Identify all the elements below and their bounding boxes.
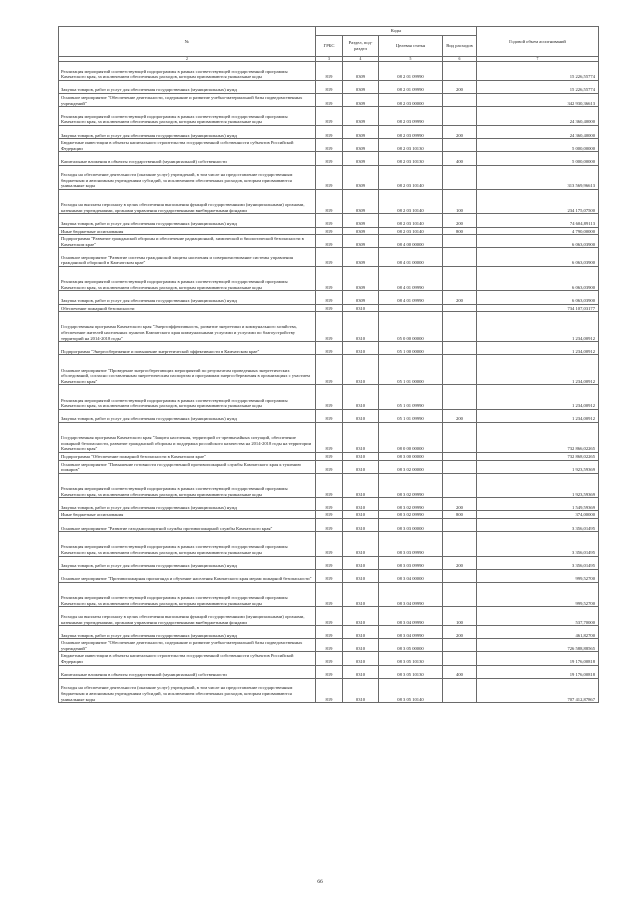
row-expense-type [443,460,477,473]
row-amount: 24 360,40000 [477,107,599,126]
row-grbs: 819 [316,639,343,652]
row-grbs: 819 [316,453,343,461]
row-amount: 3 356,01495 [477,518,599,531]
table-row [59,107,599,126]
header-target-article: Целевая статья [379,36,443,57]
table-row [59,532,599,556]
row-expense-type [443,532,477,556]
row-grbs: 819 [316,355,343,385]
row-description: Расходы на обеспечение деятельности (оказание услуг) учреждений, в том числе на предоставление государственным бюджетным и автономным учреждениям субсидий, за исключением обеспеченных расходов, которым присваиваются уникальные коды [59,678,316,702]
row-section: 0309 [343,139,379,152]
table-row [59,607,599,626]
row-amount: 4 790,00000 [477,227,599,235]
column-number: 6 [443,57,477,62]
row-target-article: 08 4 01 09990 [379,267,443,291]
row-grbs: 819 [316,291,343,304]
budget-table-sheet [58,26,598,703]
row-target-article: 08 3 05 10130 [379,652,443,665]
row-expense-type: 400 [443,152,477,165]
row-target-article: 08 3 02 09990 [379,498,443,511]
table-row [59,291,599,304]
header-section: Раздел, под-раздел [343,36,379,57]
row-grbs: 819 [316,511,343,519]
row-target-article: 05 1 01 09990 [379,409,443,422]
row-amount: 1 234,00912 [477,312,599,342]
row-section: 0310 [343,355,379,385]
row-section: 0310 [343,342,379,355]
row-amount: 1 234,00912 [477,342,599,355]
row-section: 0310 [343,639,379,652]
row-description: Обеспечение пожарной безопасности [59,304,316,312]
row-description: Подпрограмма "Энергосбережение и повышение энергетической эффективности в Камчатском крае" [59,342,316,355]
table-row [59,473,599,497]
row-section: 0310 [343,607,379,626]
page-number: 66 [317,879,323,885]
row-expense-type: 100 [443,189,477,213]
row-description: Расходы на обеспечение деятельности (оказание услуг) учреждений, в том числе на предоставление государственным бюджетным и автономным учреждениям субсидий, за исключением обеспеченных расходов, которым присваиваются уникальные коды [59,165,316,189]
table-row [59,267,599,291]
row-target-article: 08 2 01 09990 [379,62,443,81]
row-target-article: 05 1 00 00000 [379,342,443,355]
row-target-article: 08 2 03 10130 [379,152,443,165]
row-description: Подпрограмма "Обеспечение пожарной безопасности в Камчатском крае" [59,453,316,461]
row-amount: 15 226,55774 [477,62,599,81]
row-expense-type [443,107,477,126]
table-row [59,165,599,189]
table-row [59,569,599,582]
row-grbs: 819 [316,152,343,165]
row-amount: 374,00000 [477,511,599,519]
row-description: Основное мероприятие "Развитие системы гражданской защиты населения и совершенствование системы управления гражданской обороной в Камчатском крае" [59,248,316,267]
table-row [59,214,599,227]
row-description: Закупка товаров, работ и услуг для обеспечения государственных (муниципальных) нужд [59,556,316,569]
row-grbs: 819 [316,409,343,422]
row-section: 0310 [343,652,379,665]
table-row [59,304,599,312]
row-description: Реализация мероприятий соответствующей подпрограммы в рамках соответствующей государственной программы Камчатского края, за исключением обеспеченных расходов, которым присваиваются уникальные коды [59,267,316,291]
row-amount: 732 868,02265 [477,453,599,461]
row-amount: 537,70000 [477,607,599,626]
row-section: 0310 [343,460,379,473]
row-amount: 5 000,00000 [477,139,599,152]
row-description: Расходы на выплаты персоналу в целях обеспечения выполнения функций государственными (муниципальными) органами, казенными учреждениями, органами управления государственными внебюджетными фондами [59,189,316,213]
row-description: Капитальные вложения в объекты государственной (муниципальной) собственности [59,665,316,678]
row-target-article: 08 2 03 09990 [379,107,443,126]
row-amount: 1 923,59369 [477,460,599,473]
row-expense-type: 800 [443,227,477,235]
row-grbs: 819 [316,342,343,355]
row-target-article: 08 2 03 10140 [379,189,443,213]
table-row [59,409,599,422]
row-target-article: 05 1 01 09990 [379,385,443,409]
row-section: 0310 [343,569,379,582]
row-expense-type [443,678,477,702]
row-expense-type [443,473,477,497]
table-row [59,139,599,152]
row-section: 0309 [343,291,379,304]
table-row [59,678,599,702]
row-description: Бюджетные инвестиции в объекты капитального строительства государственной собственности субъектов Российской Федерации [59,139,316,152]
row-grbs: 819 [316,532,343,556]
row-grbs: 819 [316,460,343,473]
table-row [59,626,599,639]
row-grbs: 819 [316,189,343,213]
row-expense-type [443,569,477,582]
row-expense-type [443,518,477,531]
table-row [59,453,599,461]
row-grbs: 819 [316,80,343,93]
row-grbs: 819 [316,569,343,582]
row-description: Реализация мероприятий соответствующей подпрограммы в рамках соответствующей государственной программы Камчатского края, за исключением обеспеченных расходов, которым присваиваются уникальные коды [59,582,316,606]
row-target-article: 08 3 05 10140 [379,678,443,702]
column-number: 2 [59,57,316,62]
table-row [59,639,599,652]
row-section: 0310 [343,511,379,519]
row-grbs: 819 [316,385,343,409]
row-amount: 3 356,01495 [477,556,599,569]
column-number: 7 [477,57,599,62]
table-row [59,355,599,385]
row-description: Государственная программа Камчатского края "Защита населения, территорий от чрезвычайных ситуаций, обеспечение пожарной безопасности, развитие гражданской обороны и поддержка российского казачества на 2014-2018 годы на территории Камчатского края" [59,423,316,453]
header-codes: Коды [316,27,477,36]
row-target-article: 08 2 03 10130 [379,139,443,152]
row-amount: 6 063,03900 [477,248,599,267]
row-description: Закупка товаров, работ и услуг для обеспечения государственных (муниципальных) нужд [59,626,316,639]
row-expense-type [443,235,477,248]
row-grbs: 819 [316,107,343,126]
row-description: Реализация мероприятий соответствующей подпрограммы в рамках соответствующей государственной программы Камчатского края, за исключением обеспеченных расходов, которым присваиваются уникальные коды [59,107,316,126]
table-body [59,62,599,703]
row-section: 0310 [343,304,379,312]
row-amount: 5 000,00000 [477,152,599,165]
row-target-article: 08 0 00 00000 [379,423,443,453]
row-target-article: 08 3 03 00000 [379,518,443,531]
row-amount: 15 226,55774 [477,80,599,93]
row-expense-type: 200 [443,214,477,227]
row-grbs: 819 [316,665,343,678]
row-expense-type [443,453,477,461]
row-amount: 6 063,03900 [477,291,599,304]
row-grbs: 819 [316,582,343,606]
row-section: 0309 [343,227,379,235]
table-row [59,498,599,511]
row-grbs: 819 [316,267,343,291]
row-section: 0310 [343,678,379,702]
row-description: Иные бюджетные ассигнования [59,227,316,235]
row-expense-type: 200 [443,125,477,138]
row-expense-type: 200 [443,556,477,569]
row-target-article: 08 2 03 10140 [379,214,443,227]
table-row [59,385,599,409]
row-section: 0309 [343,125,379,138]
row-expense-type [443,93,477,106]
row-grbs: 819 [316,93,343,106]
row-grbs: 819 [316,518,343,531]
row-target-article: 08 4 01 09990 [379,291,443,304]
row-description: Основное мероприятие "Обеспечение деятельности, содержание и развитие учебно-материальной базы подведомственных учреждений" [59,93,316,106]
row-target-article: 08 2 03 10140 [379,165,443,189]
row-section: 0310 [343,473,379,497]
table-row [59,665,599,678]
row-description: Закупка товаров, работ и услуг для обеспечения государственных (муниципальных) нужд [59,80,316,93]
row-expense-type [443,582,477,606]
row-target-article: 08 3 05 10130 [379,665,443,678]
row-description: Реализация мероприятий соответствующей подпрограммы в рамках соответствующей государственной программы Камчатского края, за исключением обеспеченных расходов, которым присваиваются уникальные коды [59,473,316,497]
row-expense-type [443,385,477,409]
row-expense-type: 200 [443,291,477,304]
row-amount: 1 234,00912 [477,385,599,409]
row-grbs: 819 [316,312,343,342]
table-row [59,312,599,342]
row-section: 0310 [343,665,379,678]
row-grbs: 819 [316,556,343,569]
row-section: 0310 [343,498,379,511]
table-row [59,652,599,665]
row-target-article: 08 3 05 00000 [379,639,443,652]
row-expense-type [443,342,477,355]
row-section: 0309 [343,107,379,126]
row-expense-type [443,165,477,189]
row-target-article: 08 3 02 09990 [379,511,443,519]
table-row [59,342,599,355]
row-grbs: 819 [316,165,343,189]
row-grbs: 819 [316,235,343,248]
table-row [59,93,599,106]
row-amount: 74 604,89113 [477,214,599,227]
row-target-article: 08 3 02 09990 [379,473,443,497]
header-expense-type: Вид расходов [443,36,477,57]
row-description: Основное мероприятие "Развитие газодымозащитной службы противопожарной службы Камчатского края" [59,518,316,531]
row-amount: 234 175,07500 [477,189,599,213]
row-grbs: 819 [316,214,343,227]
row-target-article [379,304,443,312]
row-description: Реализация мероприятий соответствующей подпрограммы в рамках соответствующей государственной программы Камчатского края, за исключением обеспеченных расходов, которым присваиваются уникальные коды [59,532,316,556]
row-section: 0310 [343,626,379,639]
row-amount: 3 356,01495 [477,532,599,556]
row-section: 0309 [343,93,379,106]
row-grbs: 819 [316,248,343,267]
row-expense-type: 200 [443,498,477,511]
row-target-article: 08 2 01 09990 [379,80,443,93]
row-grbs: 819 [316,626,343,639]
table-row [59,62,599,81]
table-row [59,556,599,569]
row-amount: 6 063,03900 [477,235,599,248]
row-amount: 999,52700 [477,582,599,606]
row-grbs: 819 [316,423,343,453]
row-grbs: 819 [316,62,343,81]
row-expense-type [443,639,477,652]
row-description: Основное мероприятие "Обеспечение деятельности, содержание и развитие учебно-материальной базы подведомственных учреждений" [59,639,316,652]
row-description: Капитальные вложения в объекты государственной (муниципальной) собственности [59,152,316,165]
row-amount: 1 923,59369 [477,473,599,497]
row-description: Государственная программа Камчатского края "Энергоэффективность, развитие энергетики и коммунального хозяйства, обеспечение жителей населенных пунктов Камчатского края коммунальными услугами и услугами по благоустройству территорий на 2014-2018 годы" [59,312,316,342]
row-section: 0310 [343,518,379,531]
table-row [59,189,599,213]
row-section: 0310 [343,532,379,556]
row-target-article: 08 3 03 09990 [379,556,443,569]
row-expense-type [443,267,477,291]
row-expense-type [443,139,477,152]
row-amount: 707 412,87867 [477,678,599,702]
row-expense-type [443,652,477,665]
row-amount: 1 549,59369 [477,498,599,511]
row-expense-type [443,355,477,385]
row-description: Закупка товаров, работ и услуг для обеспечения государственных (муниципальных) нужд [59,125,316,138]
row-section: 0310 [343,409,379,422]
column-number: 4 [343,57,379,62]
row-target-article: 08 3 03 09990 [379,532,443,556]
header-number: № [59,27,316,57]
row-grbs: 819 [316,304,343,312]
row-section: 0309 [343,214,379,227]
row-amount: 999,52700 [477,569,599,582]
table-row [59,125,599,138]
row-description: Реализация мероприятий соответствующей подпрограммы в рамках соответствующей государственной программы Камчатского края, за исключением обеспеченных расходов, которым присваиваются уникальные коды [59,385,316,409]
row-expense-type: 200 [443,409,477,422]
row-section: 0309 [343,235,379,248]
row-section: 0309 [343,248,379,267]
row-target-article: 08 3 02 00000 [379,460,443,473]
row-target-article: 08 4 01 00000 [379,248,443,267]
row-expense-type [443,62,477,81]
row-target-article: 08 4 00 00000 [379,235,443,248]
table-row [59,248,599,267]
row-amount: 1 234,00912 [477,355,599,385]
row-expense-type [443,423,477,453]
row-expense-type: 100 [443,607,477,626]
row-description: Закупка товаров, работ и услуг для обеспечения государственных (муниципальных) нужд [59,409,316,422]
row-description: Подпрограмма "Развитие гражданской обороны и обеспечение радиационной, химической и биологической безопасности в Камчатском крае" [59,235,316,248]
table-row [59,227,599,235]
row-section: 0309 [343,62,379,81]
row-section: 0309 [343,165,379,189]
row-target-article: 08 3 00 00000 [379,453,443,461]
row-amount: 1 234,00912 [477,409,599,422]
row-section: 0309 [343,189,379,213]
row-grbs: 819 [316,125,343,138]
table-row [59,235,599,248]
column-number: 3 [316,57,343,62]
row-amount: 313 569,96613 [477,165,599,189]
row-amount: 19 176,00818 [477,652,599,665]
row-grbs: 819 [316,227,343,235]
row-section: 0309 [343,80,379,93]
row-amount: 19 176,00818 [477,665,599,678]
row-amount: 6 063,03900 [477,267,599,291]
row-expense-type [443,304,477,312]
table-row [59,80,599,93]
row-description: Расходы на выплаты персоналу в целях обеспечения выполнения функций государственными (муниципальными) органами, казенными учреждениями, органами управления государственными внебюджетными фондами [59,607,316,626]
table-row [59,460,599,473]
row-target-article: 08 2 03 00000 [379,93,443,106]
row-expense-type: 400 [443,665,477,678]
row-target-article: 08 3 04 00000 [379,569,443,582]
row-grbs: 819 [316,498,343,511]
row-expense-type: 800 [443,511,477,519]
row-target-article: 05 0 00 00000 [379,312,443,342]
row-expense-type [443,248,477,267]
row-section: 0310 [343,582,379,606]
row-target-article: 08 3 04 09990 [379,582,443,606]
table-row [59,582,599,606]
row-target-article: 08 3 04 09990 [379,607,443,626]
row-description: Основное мероприятие "Проведение энергосберегающих мероприятий по результатам проведенных энергетических обследований, согласно составленным энергетическим паспортам и программам энергосбережения в организациях с участием Камчатского края" [59,355,316,385]
row-description: Основное мероприятие "Противопожарная пропаганда и обучение населения Камчатского края мерам пожарной безопасности" [59,569,316,582]
row-grbs: 819 [316,473,343,497]
row-grbs: 819 [316,678,343,702]
row-amount: 732 866,02265 [477,423,599,453]
row-description: Закупка товаров, работ и услуг для обеспечения государственных (муниципальных) нужд [59,498,316,511]
table-row [59,152,599,165]
row-section: 0310 [343,556,379,569]
row-target-article: 08 2 03 09990 [379,125,443,138]
row-description: Иные бюджетные ассигнования [59,511,316,519]
row-grbs: 819 [316,139,343,152]
row-target-article: 08 2 03 10140 [379,227,443,235]
row-target-article: 08 3 04 09990 [379,626,443,639]
row-description: Реализация мероприятий соответствующей подпрограммы в рамках соответствующей государственной программы Камчатского края, за исключением обеспеченных расходов, которым присваиваются уникальные коды [59,62,316,81]
table-row [59,423,599,453]
row-target-article: 05 1 01 00000 [379,355,443,385]
row-section: 0310 [343,312,379,342]
row-amount: 734 107,03177 [477,304,599,312]
row-section: 0310 [343,453,379,461]
row-amount: 342 930,36613 [477,93,599,106]
row-expense-type: 200 [443,80,477,93]
table-row [59,518,599,531]
row-expense-type [443,312,477,342]
row-amount: 726 588,88565 [477,639,599,652]
row-amount: 461,82700 [477,626,599,639]
column-number: 5 [379,57,443,62]
row-section: 0310 [343,423,379,453]
row-amount: 24 360,40000 [477,125,599,138]
header-annual-volume: Годовой объем ассигнований [477,27,599,57]
row-section: 0310 [343,385,379,409]
row-section: 0309 [343,152,379,165]
row-grbs: 819 [316,607,343,626]
row-description: Закупка товаров, работ и услуг для обеспечения государственных (муниципальных) нужд [59,214,316,227]
budget-table [58,26,599,703]
table-row [59,511,599,519]
row-description: Основное мероприятие "Повышение готовности государственной противопожарной службы Камчатского края к тушению пожаров" [59,460,316,473]
row-expense-type: 200 [443,626,477,639]
row-description: Закупка товаров, работ и услуг для обеспечения государственных (муниципальных) нужд [59,291,316,304]
header-grbs: ГРБС [316,36,343,57]
row-grbs: 819 [316,652,343,665]
row-section: 0309 [343,267,379,291]
row-description: Бюджетные инвестиции в объекты капитального строительства государственной собственности субъектов Российской Федерации [59,652,316,665]
